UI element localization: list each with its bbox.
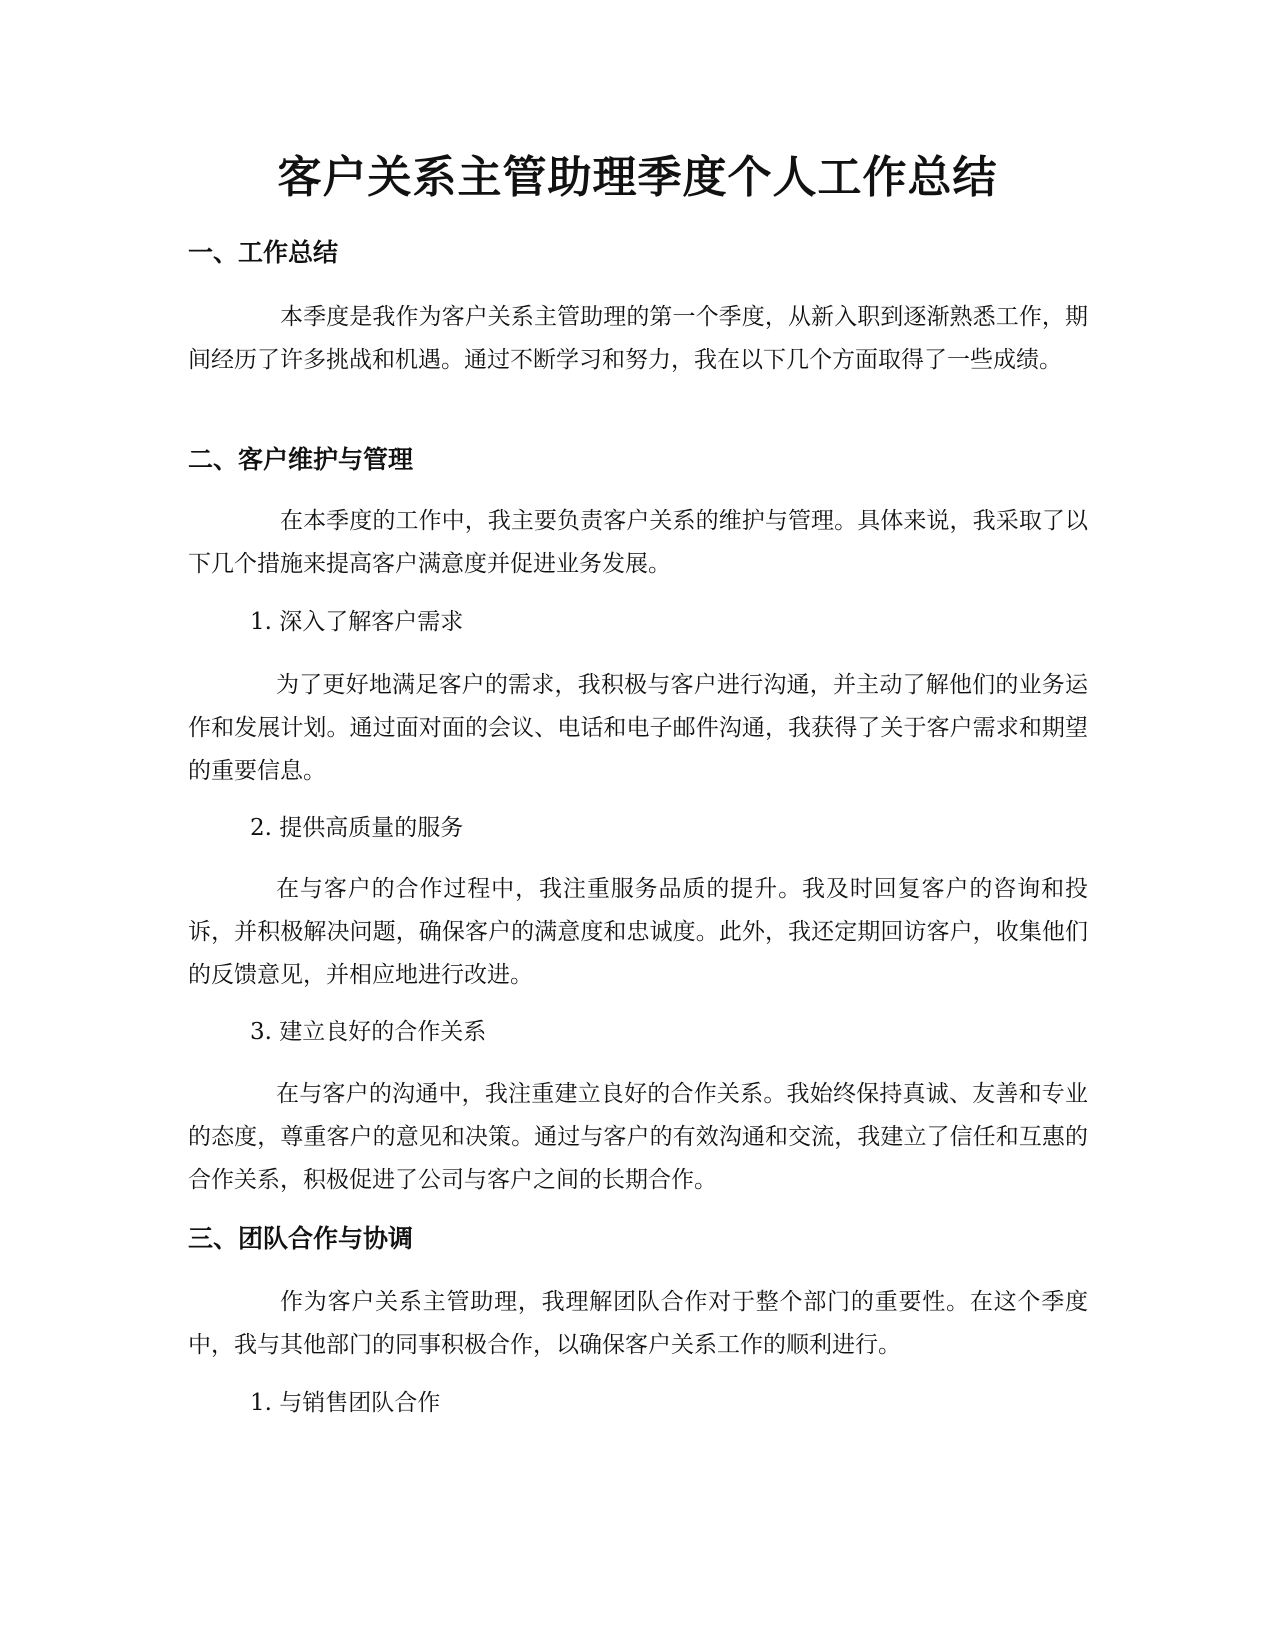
section-heading-customer-maintenance: 二、客户维护与管理: [188, 445, 414, 474]
section-intro-paragraph: 作为客户关系主管助理，我理解团队合作对于整个部门的重要性。在这个季度中，我与其他部门的同事积极合作，以确保客户关系工作的顺利进行。: [188, 1289, 1088, 1358]
list-item-body: 为了更好地满足客户的需求，我积极与客户进行沟通，并主动了解他们的业务运作和发展计划。通过面对面的会议、电话和电子邮件沟通，我获得了关于客户需求和期望的重要信息。: [188, 672, 1088, 784]
document-title: 客户关系主管助理季度个人工作总结: [277, 152, 998, 203]
list-item-body: 在与客户的沟通中，我注重建立良好的合作关系。我始终保持真诚、友善和专业的态度，尊重客户的意见和决策。通过与客户的有效沟通和交流，我建立了信任和互惠的合作关系，积极促进了公司与客户之间的长期合作。: [188, 1081, 1088, 1193]
list-item-label: 3. 建立良好的合作关系: [250, 1019, 487, 1045]
section-heading-team-cooperation: 三、团队合作与协调: [188, 1224, 414, 1253]
list-item-label: 2. 提供高质量的服务: [250, 815, 464, 841]
section-intro-paragraph: 在本季度的工作中，我主要负责客户关系的维护与管理。具体来说，我采取了以下几个措施来提高客户满意度并促进业务发展。: [188, 508, 1088, 577]
section-heading-work-summary: 一、工作总结: [188, 238, 339, 267]
list-item-label: 1. 与销售团队合作: [250, 1390, 441, 1416]
list-item-label: 1. 深入了解客户需求: [250, 609, 464, 635]
list-item-body: 在与客户的合作过程中，我注重服务品质的提升。我及时回复客户的咨询和投诉，并积极解决问题，确保客户的满意度和忠诚度。此外，我还定期回访客户，收集他们的反馈意见，并相应地进行改进。: [188, 876, 1088, 988]
section-paragraph: 本季度是我作为客户关系主管助理的第一个季度，从新入职到逐渐熟悉工作，期间经历了许多挑战和机遇。通过不断学习和努力，我在以下几个方面取得了一些成绩。: [188, 304, 1088, 373]
